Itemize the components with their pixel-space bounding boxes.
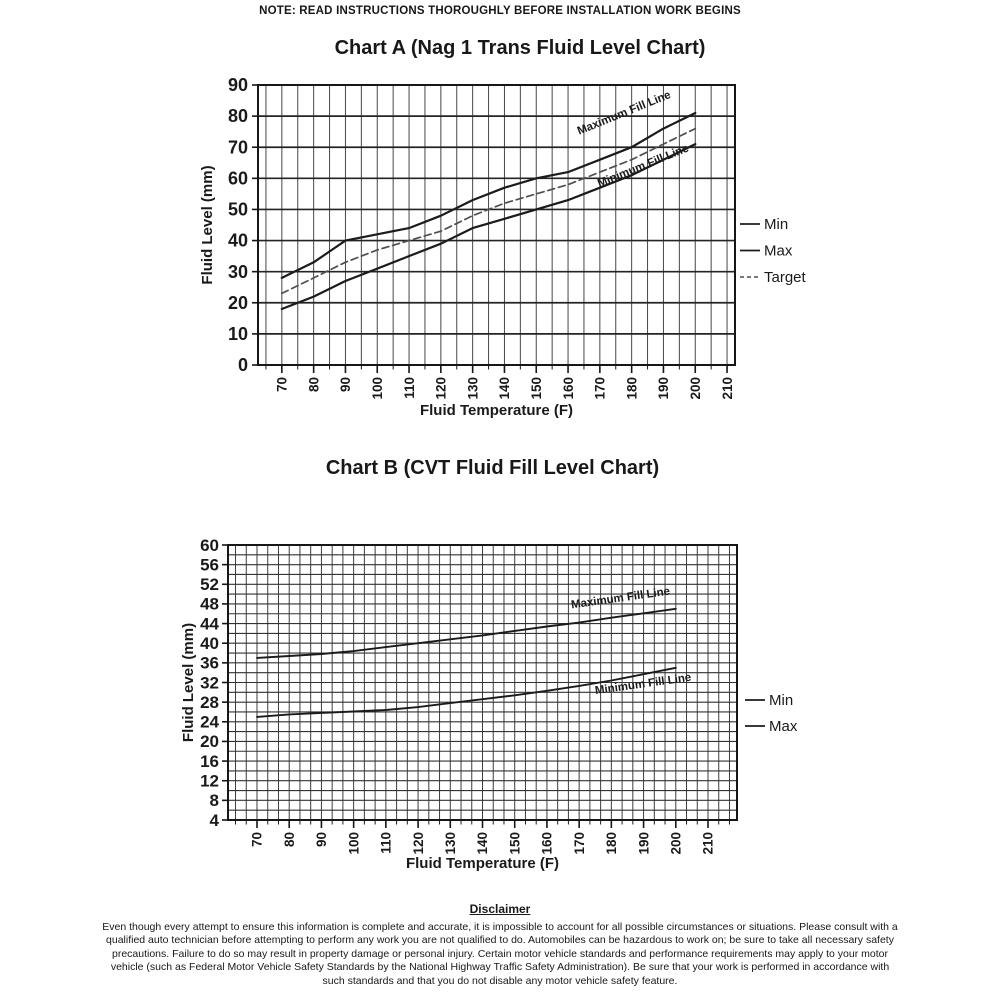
x-axis-title: Fluid Temperature (F)	[405, 855, 560, 872]
x-tick-label: 130	[443, 832, 459, 855]
y-tick-label: 52	[200, 575, 219, 595]
disclaimer-text: Even though every attempt to ensure this information is complete and accurate, it is impossible to account for all possible circumstances or situations. Please consult with a qualified auto technician before attempting to perform any work you are not qualified to do. Automobiles can be hazardous to work on; be sure to take all necessary safety precautions. Failure to do so may result in property damage or personal injury. Certain motor vehicle standards and performance requirements may apply to your motor vehicle (such as Federal Motor Vehicle Safety Standards by the National Highway Traffic Safety Administration). Be sure that your work is performed in accordance with such standards and that you do not disable any motor vehicle safety feature.	[102, 921, 898, 987]
y-tick-label: 80	[227, 106, 248, 127]
x-tick-label: 180	[624, 377, 640, 400]
x-tick-label: 170	[571, 832, 587, 855]
legend-label-max: Max	[769, 718, 798, 735]
disclaimer-section	[100, 902, 900, 988]
y-tick-label: 20	[227, 292, 248, 313]
x-tick-label: 80	[281, 832, 297, 848]
y-tick-label: 28	[200, 692, 219, 712]
x-tick-label: 90	[314, 832, 330, 848]
y-tick-label: 24	[200, 712, 219, 732]
y-tick-label: 8	[209, 791, 219, 811]
x-tick-label: 180	[604, 832, 620, 855]
chart-a	[195, 75, 835, 425]
curve-label: Minimum Fill Line	[594, 671, 693, 698]
y-tick-label: 10	[227, 324, 248, 345]
x-tick-label: 190	[636, 832, 652, 855]
x-tick-label: 150	[528, 377, 544, 400]
installation-note: NOTE: READ INSTRUCTIONS THOROUGHLY BEFORE INSTALLATION WORK BEGINS	[259, 5, 741, 17]
y-tick-label: 16	[200, 751, 219, 771]
y-tick-label: 90	[227, 75, 248, 96]
x-tick-label: 190	[656, 377, 672, 400]
chart-b	[180, 535, 840, 900]
y-tick-label: 32	[200, 673, 219, 693]
y-tick-label: 70	[227, 137, 248, 158]
x-tick-label: 70	[274, 377, 290, 393]
chart-a-title: Chart A (Nag 1 Trans Fluid Level Chart)	[334, 37, 706, 59]
x-tick-label: 120	[433, 377, 449, 400]
y-tick-label: 36	[200, 653, 219, 673]
legend-label-max: Max	[764, 242, 793, 260]
x-tick-label: 110	[378, 832, 394, 854]
x-tick-label: 70	[249, 832, 265, 848]
y-tick-label: 44	[200, 614, 219, 634]
y-axis-title: Fluid Level (mm)	[199, 165, 216, 285]
x-tick-label: 200	[668, 832, 684, 855]
x-tick-label: 100	[369, 377, 385, 400]
chart-b-title: Chart B (CVT Fluid Fill Level Chart)	[325, 457, 660, 479]
x-tick-label: 210	[719, 377, 735, 400]
x-tick-label: 120	[410, 832, 426, 855]
x-tick-label: 200	[687, 376, 703, 400]
curve-label: Maximum Fill Line	[575, 89, 673, 138]
y-axis-title: Fluid Level (mm)	[180, 622, 197, 743]
legend-label-min: Min	[769, 692, 794, 709]
x-tick-label: 100	[346, 832, 362, 855]
x-tick-label: 210	[700, 832, 716, 855]
disclaimer-heading: Disclaimer	[469, 902, 531, 916]
y-tick-label: 40	[200, 633, 219, 653]
y-tick-label: 48	[200, 594, 219, 614]
curve-label: Maximum Fill Line	[570, 585, 671, 612]
legend-label-min: Min	[764, 216, 789, 233]
y-tick-label: 4	[209, 810, 219, 830]
y-tick-label: 60	[200, 535, 219, 555]
y-tick-label: 30	[227, 261, 248, 282]
x-tick-label: 160	[539, 832, 555, 855]
y-tick-label: 12	[200, 771, 219, 791]
x-tick-label: 80	[306, 377, 322, 393]
y-tick-label: 0	[237, 355, 248, 376]
x-tick-label: 150	[507, 832, 523, 855]
x-tick-label: 110	[401, 377, 417, 399]
x-tick-label: 130	[465, 377, 481, 400]
x-tick-label: 170	[592, 377, 608, 400]
x-tick-label: 140	[497, 377, 513, 400]
x-tick-label: 90	[338, 377, 354, 393]
legend-label-target: Target	[764, 269, 806, 286]
curve-label: Minimum Fill Line	[595, 142, 691, 190]
y-tick-label: 50	[227, 199, 248, 220]
x-axis-title: Fluid Temperature (F)	[419, 402, 574, 419]
y-tick-label: 60	[227, 168, 248, 189]
y-tick-label: 56	[200, 555, 219, 575]
y-tick-label: 40	[227, 230, 248, 251]
x-tick-label: 140	[475, 832, 491, 855]
y-tick-label: 20	[200, 732, 219, 752]
x-tick-label: 160	[560, 377, 576, 400]
